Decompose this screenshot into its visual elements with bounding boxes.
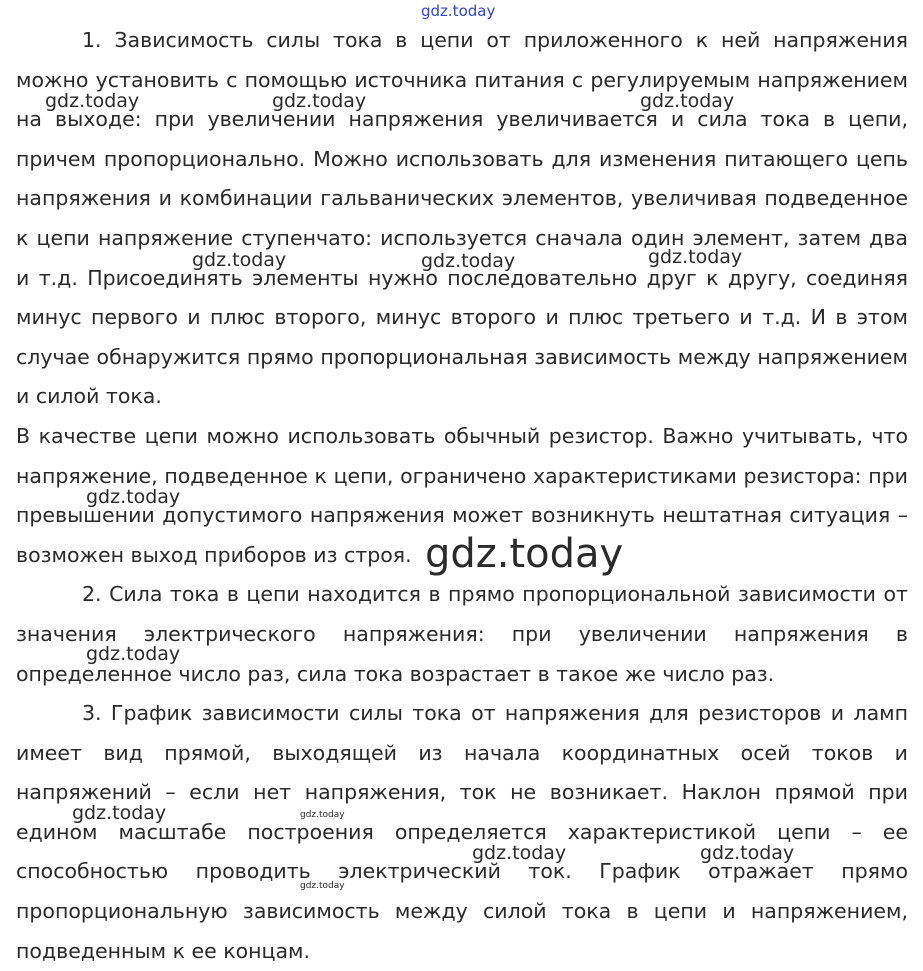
watermark-large: gdz.today bbox=[425, 531, 624, 577]
paragraph-3: 2. Сила тока в цепи находится в прямо пропорциональной зависимости от значения электрического напряжения: при увеличении напряжения в определенное число раз, сила тока возрастает в такое же число раз. bbox=[16, 582, 908, 686]
watermark-small: gdz.today bbox=[300, 810, 345, 820]
watermark-small: gdz.today bbox=[300, 881, 345, 891]
watermark: gdz.today bbox=[700, 842, 795, 864]
paragraph-2: В качестве цепи можно использовать обычный резистор. Важно учитывать, что напряжение, подведенное к цепи, ограничено характеристиками резистора: при превышении допустимого напряжения может возникнуть нештатная ситуация – возможен выход приборов из строя. bbox=[16, 423, 908, 567]
watermark: gdz.today bbox=[472, 842, 567, 864]
watermark: gdz.today bbox=[272, 90, 367, 112]
watermark: gdz.today bbox=[86, 643, 181, 665]
paragraph-4: 3. График зависимости силы тока от напряжения для резисторов и ламп имеет вид прямой, выходящей из начала координатных осей токов и напряжений – если нет напряжения, ток не возникает. Наклон прямой при едином масштабе построения определяется характеристикой цепи – ее способностью проводить электрический ток. График отражает прямо пропорциональную зависимость между силой тока в цепи и напряжением, подведенным к ее концам. bbox=[16, 701, 908, 963]
paragraph-1: 1. Зависимость силы тока в цепи от приложенного к ней напряжения можно установить с помощью источника питания с регулируемым напряжением на выходе: при увеличении напряжения увеличивается и сила тока в цепи, причем пропорционально. Можно использовать для изменения питающего цепь напряжения и комбинации гальванических элементов, увеличивая подведенное к цепи напряжение ступенчато: используется сначала один элемент, затем два и т.д. Присоединять элементы нужно последовательно друг к другу, соединяя минус первого и плюс второго, минус второго и плюс третьего и т.д. И в этом случае обнаружится прямо пропорциональная зависимость между напряжением и силой тока. bbox=[16, 28, 908, 409]
watermark: gdz.today bbox=[86, 486, 181, 508]
watermark: gdz.today bbox=[648, 246, 743, 268]
watermark: gdz.today bbox=[640, 90, 735, 112]
watermark: gdz.today bbox=[45, 90, 140, 112]
watermark: gdz.today bbox=[192, 249, 287, 271]
watermark: gdz.today bbox=[72, 802, 167, 824]
watermark-top: gdz.today bbox=[421, 2, 496, 20]
watermark: gdz.today bbox=[421, 250, 516, 272]
